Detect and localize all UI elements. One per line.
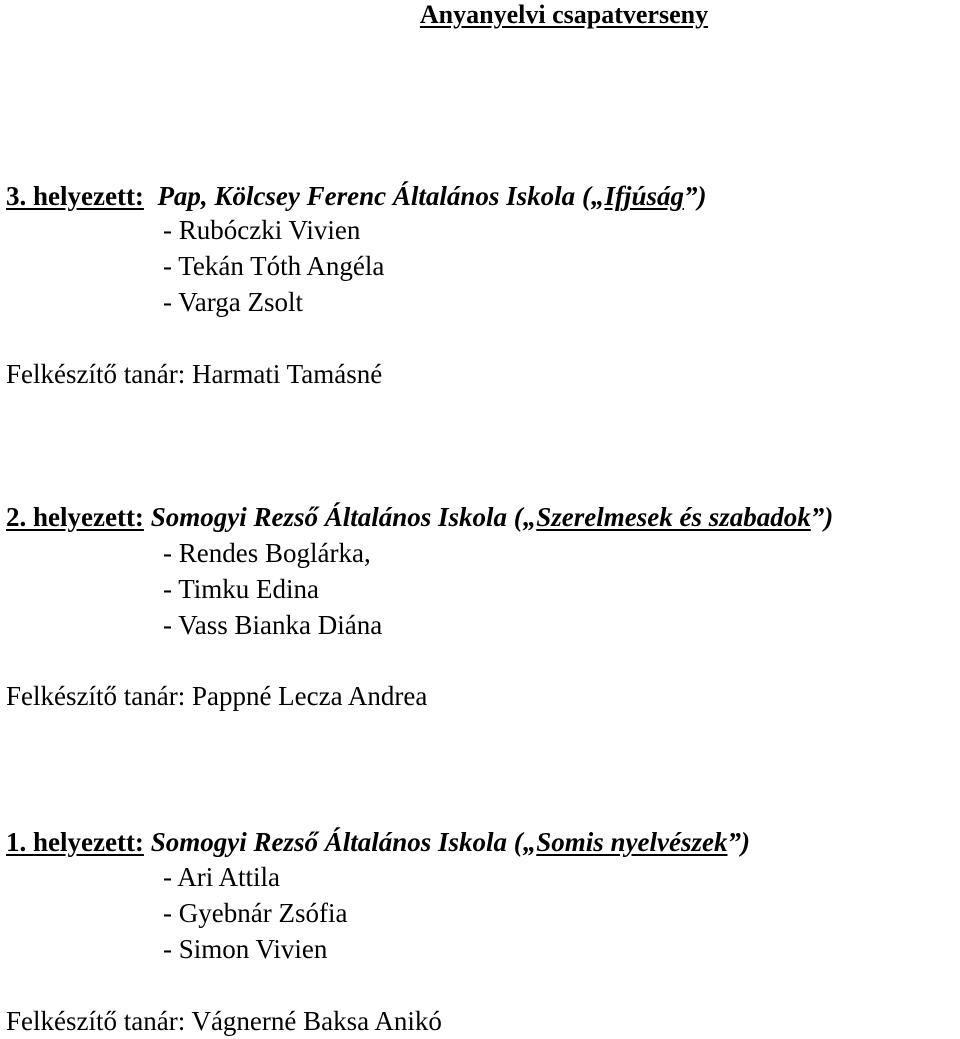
teacher-line: Felkészítő tanár: Pappné Lecza Andrea xyxy=(6,681,428,711)
placement-heading-3 xyxy=(6,178,706,214)
page-title: Anyanyelvi csapatverseny xyxy=(419,0,709,29)
team-name: Ifjúság xyxy=(604,181,684,211)
teacher-line: Felkészítő tanár: Harmati Tamásné xyxy=(6,359,383,389)
team-member: - Rendes Boglárka, xyxy=(163,538,371,568)
placement-label: 1. helyezett: xyxy=(6,827,144,857)
team-member: - Timku Edina xyxy=(163,574,320,604)
team-member: - Vass Bianka Diána xyxy=(163,610,383,640)
team-name: Szerelmesek és szabadok xyxy=(536,502,811,532)
placement-heading-1 xyxy=(6,824,750,860)
team-member: - Varga Zsolt xyxy=(163,287,303,317)
team-member: - Gyebnár Zsófia xyxy=(163,898,348,928)
placement-label: 2. helyezett: xyxy=(6,502,144,532)
team-close: ”) xyxy=(683,181,707,211)
team-name: Somis nyelvészek xyxy=(536,827,728,857)
school-name: Somogyi Rezső Általános Iskola xyxy=(150,502,508,532)
team-close: ”) xyxy=(727,827,750,857)
placement-label: 3. helyezett: xyxy=(6,181,144,211)
team-member: - Simon Vivien xyxy=(163,934,328,964)
team-open: („ xyxy=(513,502,537,532)
team-close: ”) xyxy=(810,502,834,532)
placement-heading-2 xyxy=(6,499,833,535)
school-name: Pap, Kölcsey Ferenc Általános Iskola xyxy=(157,181,576,211)
school-name: Somogyi Rezső Általános Iskola xyxy=(150,827,508,857)
team-member: - Ari Attila xyxy=(163,862,280,892)
team-open: („ xyxy=(513,827,537,857)
team-member: - Rubóczki Vivien xyxy=(163,215,361,245)
teacher-line: Felkészítő tanár: Vágnerné Baksa Anikó xyxy=(6,1006,442,1036)
team-member: - Tekán Tóth Angéla xyxy=(163,251,385,281)
team-open: („ xyxy=(581,181,605,211)
